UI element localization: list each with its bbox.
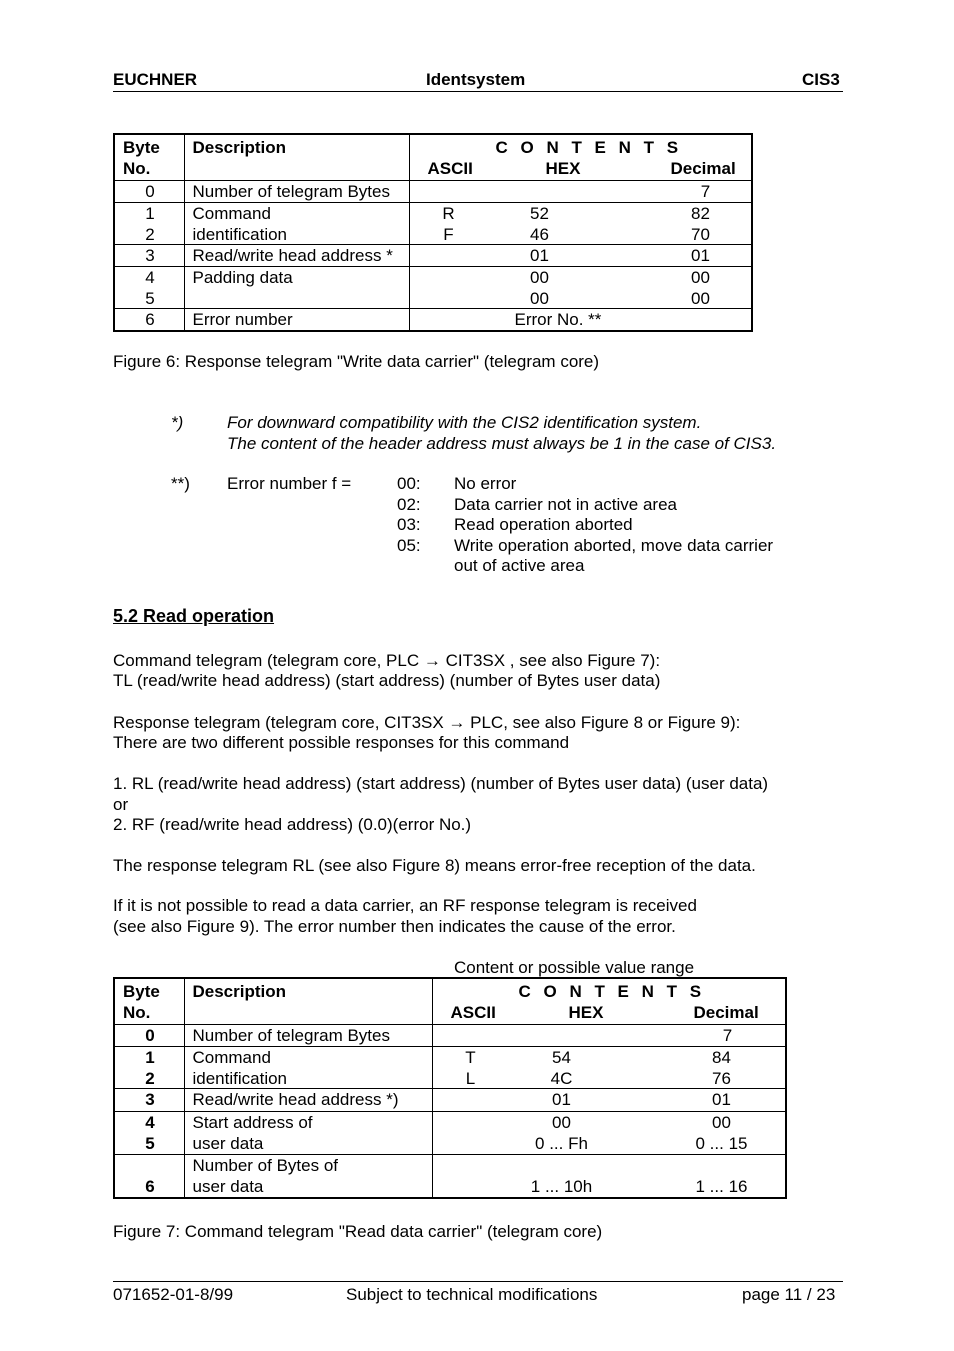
ascii-value: T — [465, 1047, 476, 1067]
byte-no: 5 — [145, 288, 155, 308]
hex-value: 52 — [530, 203, 549, 223]
table-row — [114, 1154, 786, 1198]
ascii-header: ASCII — [427, 159, 473, 178]
byte-no: 0 — [145, 181, 155, 201]
row-description: user data — [192, 1133, 264, 1153]
rf-explanation-line-1: If it is not possible to read a data carrier, an RF response telegram is received — [113, 896, 697, 915]
response-write-table — [113, 133, 753, 332]
hex-value: 4C — [550, 1068, 573, 1088]
error-code: 05: — [397, 536, 421, 555]
table-row — [114, 1046, 786, 1088]
description-header-label: Description — [192, 982, 287, 1001]
row-description: Error number — [192, 309, 293, 329]
error-text: Data carrier not in active area — [454, 495, 677, 514]
hex-value: 00 — [530, 267, 549, 287]
row-description: Padding data — [192, 267, 293, 287]
rl-explanation: The response telegram RL (see also Figure 8) means error-free reception of the data. — [113, 856, 756, 875]
hex-header: HEX — [545, 159, 581, 178]
byte-no-header — [114, 978, 184, 1024]
header-company: EUCHNER — [113, 70, 198, 89]
error-code: 00: — [397, 474, 421, 493]
row-description: Number of telegram Bytes — [192, 181, 390, 201]
decimal-value: 00 — [691, 267, 710, 287]
decimal-value: 0 ... 15 — [695, 1133, 748, 1153]
table-2-caption: Content or possible value range — [454, 958, 695, 977]
table-row — [114, 202, 752, 244]
error-text: Read operation aborted — [454, 515, 633, 534]
ascii-header: ASCII — [450, 1003, 496, 1022]
row-description: Command — [192, 203, 271, 223]
response-option-1: 1. RL (read/write head address) (start address) (number of Bytes user data) (user data) — [113, 774, 769, 793]
byte-header-line1: Byte — [123, 982, 160, 1001]
byte-no: 2 — [145, 224, 155, 244]
error-code: 03: — [397, 515, 421, 534]
read-command-table — [113, 977, 787, 1199]
row-description: Command — [192, 1047, 271, 1067]
byte-header-line2: No. — [123, 159, 151, 178]
hex-header: HEX — [568, 1003, 604, 1022]
byte-no: 3 — [145, 245, 155, 265]
hex-value: 0 ... Fh — [535, 1133, 588, 1153]
command-telegram-format: TL (read/write head address) (start address) (number of Bytes user data) — [113, 671, 661, 690]
header-product: CIS3 — [802, 70, 840, 89]
byte-no: 5 — [145, 1133, 155, 1153]
decimal-value: 76 — [712, 1068, 731, 1088]
byte-no: 3 — [145, 1089, 155, 1109]
header-rule — [113, 91, 843, 92]
figure-7-caption: Figure 7: Command telegram "Read data carrier" (telegram core) — [113, 1222, 603, 1241]
byte-no: 1 — [145, 203, 155, 223]
row-description: Read/write head address *) — [192, 1089, 399, 1109]
table-row — [114, 1111, 786, 1154]
description-header-label: Description — [192, 138, 287, 157]
ascii-value: L — [465, 1068, 476, 1088]
byte-no: 4 — [145, 267, 155, 287]
decimal-value: 01 — [712, 1089, 731, 1109]
command-telegram-text: Command telegram (telegram core, PLC → CIT3SX , see also Figure 7): — [113, 651, 661, 670]
contents-header-label: C O N T E N T S — [495, 138, 683, 157]
byte-no: 6 — [145, 1176, 155, 1196]
byte-header-line2: No. — [123, 1003, 151, 1022]
row-description: Number of Bytes of — [192, 1155, 339, 1175]
contents-header — [409, 134, 752, 180]
row-description: user data — [192, 1176, 264, 1196]
row-description: Read/write head address * — [192, 245, 393, 265]
decimal-value: 7 — [722, 1025, 733, 1045]
section-heading: 5.2 Read operation — [113, 606, 275, 626]
description-header — [184, 978, 432, 1024]
note-2-mark: **) — [171, 474, 190, 493]
hex-value: 1 ... 10h — [530, 1176, 593, 1196]
row-description: identification — [192, 1068, 288, 1088]
byte-no: 1 — [145, 1047, 155, 1067]
ascii-value: F — [443, 224, 454, 244]
error-code: 02: — [397, 495, 421, 514]
table-header-row — [114, 978, 786, 1024]
description-header — [184, 134, 409, 180]
footer-rule — [113, 1281, 843, 1282]
response-or: or — [113, 795, 129, 814]
byte-no: 4 — [145, 1112, 155, 1132]
byte-no: 2 — [145, 1068, 155, 1088]
document-number: 071652-01-8/99 — [113, 1285, 234, 1304]
decimal-value: 70 — [691, 224, 710, 244]
hex-value: 54 — [552, 1047, 571, 1067]
decimal-value: 82 — [691, 203, 710, 223]
byte-header-line1: Byte — [123, 138, 160, 157]
figure-6-caption: Figure 6: Response telegram "Write data carrier" (telegram core) — [113, 352, 600, 371]
response-option-2: 2. RF (read/write head address) (0.0)(error No.) — [113, 815, 472, 834]
hex-value: 00 — [530, 288, 549, 308]
contents-header-label: C O N T E N T S — [518, 982, 706, 1001]
error-text: out of active area — [454, 556, 585, 575]
note-1-line-1: For downward compatibility with the CIS2 identification system. — [227, 413, 702, 432]
footer-note: Subject to technical modifications — [346, 1285, 598, 1304]
table-row — [114, 1024, 786, 1046]
error-text: No error — [454, 474, 517, 493]
ascii-value: R — [442, 203, 455, 223]
decimal-header: Decimal — [693, 1003, 759, 1022]
header-title: Identsystem — [426, 70, 526, 89]
error-text: Write operation aborted, move data carrier — [454, 536, 774, 555]
row-description: identification — [192, 224, 288, 244]
hex-value: 01 — [530, 245, 549, 265]
note-1-mark: *) — [171, 413, 184, 432]
response-telegram-note: There are two different possible responses for this command — [113, 733, 570, 752]
contents-header — [432, 978, 786, 1024]
table-row — [114, 1088, 786, 1111]
decimal-value: 01 — [691, 245, 710, 265]
decimal-value: 7 — [700, 181, 711, 201]
error-number-label: Error number f = — [227, 474, 352, 493]
decimal-value: 00 — [712, 1112, 731, 1132]
decimal-value: 84 — [712, 1047, 731, 1067]
row-description: Number of telegram Bytes — [192, 1025, 390, 1045]
table-row — [114, 266, 752, 308]
table-header-row — [114, 134, 752, 180]
hex-value: 00 — [552, 1112, 571, 1132]
decimal-value: 1 ... 16 — [695, 1176, 748, 1196]
page-number: page 11 / 23 — [742, 1285, 836, 1304]
rf-explanation-line-2: (see also Figure 9). The error number then indicates the cause of the error. — [113, 917, 676, 936]
byte-no: 6 — [145, 309, 155, 329]
note-1-line-2: The content of the header address must always be 1 in the case of CIS3. — [227, 434, 777, 453]
table-row — [114, 244, 752, 266]
response-telegram-text: Response telegram (telegram core, CIT3SX → PLC, see also Figure 8 or Figure 9): — [113, 713, 741, 732]
decimal-value: 00 — [691, 288, 710, 308]
table-row — [114, 308, 752, 331]
hex-value: 01 — [552, 1089, 571, 1109]
hex-value: 46 — [530, 224, 549, 244]
byte-no: 0 — [145, 1025, 155, 1045]
byte-no-header — [114, 134, 184, 180]
table-row — [114, 180, 752, 202]
error-no-value: Error No. ** — [514, 309, 602, 329]
row-description: Start address of — [192, 1112, 313, 1132]
decimal-header: Decimal — [670, 159, 736, 178]
